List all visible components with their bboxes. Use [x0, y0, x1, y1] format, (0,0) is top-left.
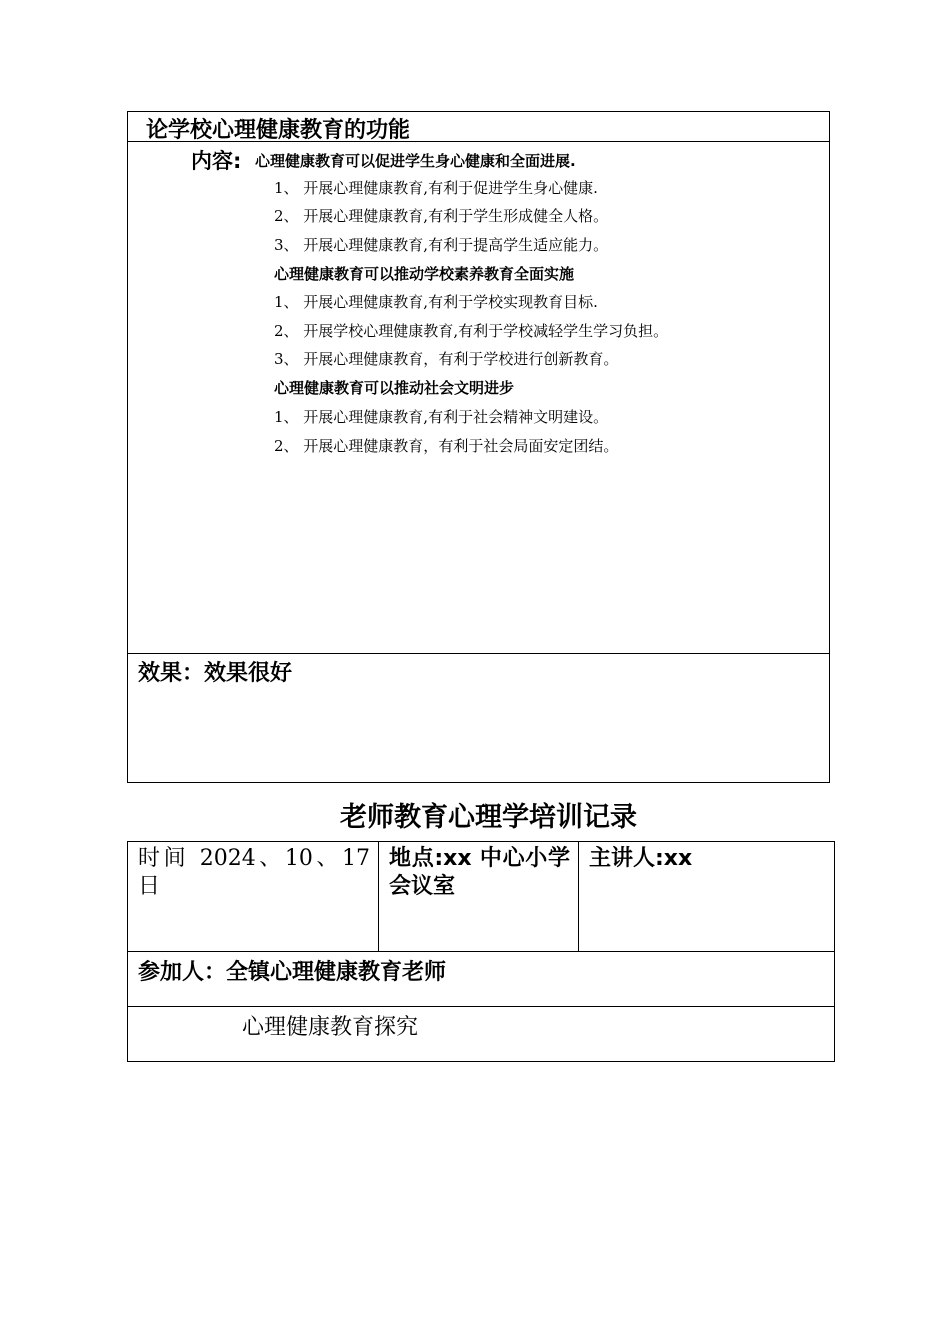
- list-item: 3、 开展心理健康教育，有利于学校进行创新教育。: [274, 350, 619, 368]
- lecture-content-cell: [128, 142, 829, 654]
- record-info-row: [128, 842, 834, 952]
- content-heading: 心理健康教育可以促进学生身心健康和全面进展.: [255, 152, 576, 170]
- list-item: 2、 开展心理健康教育，有利于社会局面安定团结。: [274, 437, 619, 455]
- speaker-cell: 主讲人:xx: [589, 846, 693, 871]
- attendees-row: [128, 952, 834, 1007]
- time-cell: 时间 2024、10、17 日: [128, 842, 379, 951]
- list-item: 2、 开展心理健康教育,有利于学生形成健全人格。: [274, 207, 609, 225]
- training-record-table: [127, 841, 835, 1062]
- list-item: 1、 开展心理健康教育,有利于学校实现教育目标.: [274, 293, 598, 311]
- lecture-title: 论学校心理健康教育的功能: [146, 118, 411, 143]
- topic-text: 心理健康教育探究: [242, 1015, 419, 1040]
- attendees-text: 参加人：全镇心理健康教育老师: [138, 960, 447, 985]
- place-cell: 地点:xx 中心小学会议室: [379, 842, 579, 951]
- lecture-title-row: [128, 112, 829, 142]
- content-label: 内容:: [191, 149, 242, 173]
- effect-text: 效果：效果很好: [138, 661, 293, 686]
- lecture-content-table: [127, 111, 830, 783]
- list-item: 2、 开展学校心理健康教育,有利于学校减轻学生学习负担。: [274, 322, 669, 340]
- section-heading: 心理健康教育可以推动学校素养教育全面实施: [274, 265, 575, 283]
- list-item: 1、 开展心理健康教育,有利于促进学生身心健康.: [274, 179, 598, 197]
- list-item: 1、 开展心理健康教育,有利于社会精神文明建设。: [274, 408, 609, 426]
- list-item: 3、 开展心理健康教育,有利于提高学生适应能力。: [274, 236, 609, 254]
- topic-row: [128, 1007, 834, 1061]
- record-title: 老师教育心理学培训记录: [340, 802, 637, 833]
- effect-cell: [128, 654, 829, 782]
- section-heading: 心理健康教育可以推动社会文明进步: [274, 379, 515, 397]
